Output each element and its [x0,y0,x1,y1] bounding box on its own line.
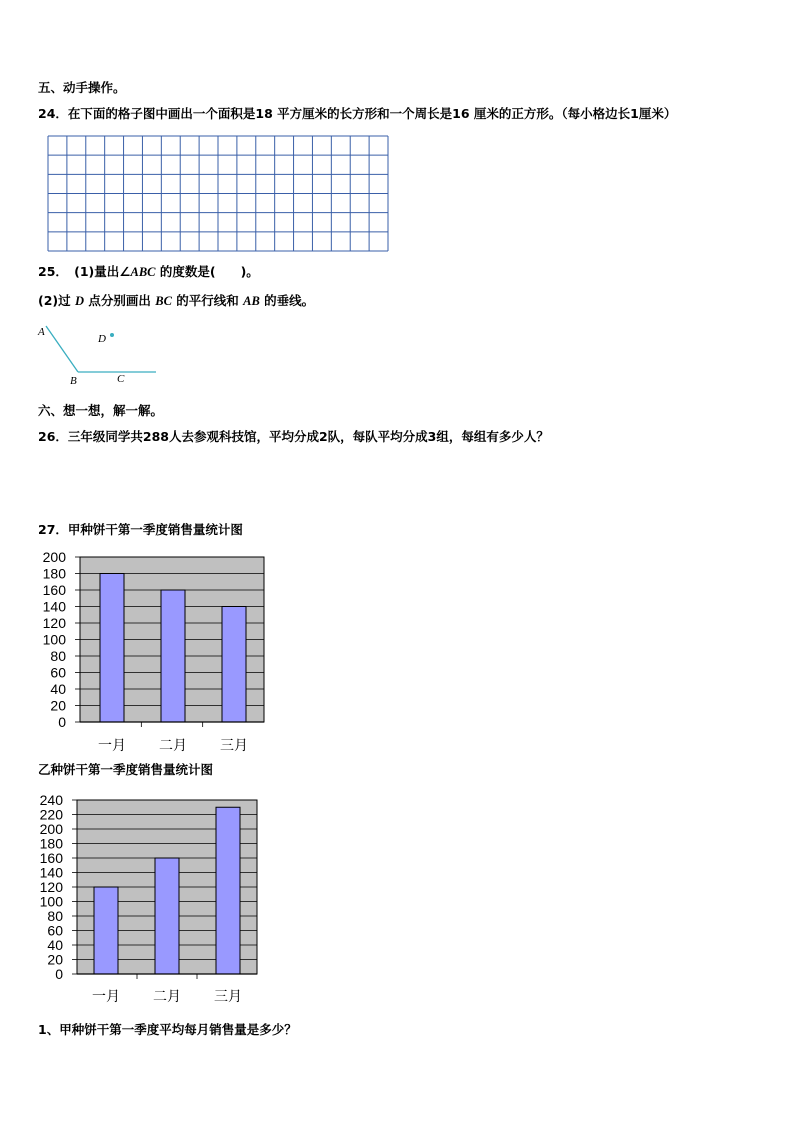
label-a: A [38,326,45,338]
question-26-text: 26．三年级同学共288人去参观科技馆，平均分成2队，每队平均分成3组，每组有多少人？ [38,429,549,444]
question-24-text: 24．在下面的格子图中画出一个面积是18 平方厘米的长方形和一个周长是16 厘米的正方形。（每小格边长1厘米） [38,106,677,121]
x-category-label: 一月 [92,989,120,1005]
y-tick-label: 240 [39,792,63,808]
x-category-label: 二月 [153,989,181,1005]
q25-part1-post: 的度数是( )。 [155,264,259,279]
label-b: B [70,375,77,387]
angle-abc-label: ABC [130,265,156,279]
y-tick-label: 0 [55,966,63,982]
y-tick-label: 60 [50,664,66,681]
y-tick-label: 40 [50,681,66,697]
label-d: D [98,333,106,345]
y-tick-label: 200 [42,549,66,565]
y-tick-label: 80 [47,908,63,924]
bar [94,887,118,974]
question-1-text: 1、甲种饼干第一季度平均每月销售量是多少？ [38,1022,297,1037]
q25-part2-mid1: 点分别画出 [84,293,156,308]
q25-part1-pre: 25． (1)量出∠ [38,264,131,279]
y-tick-label: 120 [42,615,66,631]
q25-part2-post: 的垂线。 [259,293,315,308]
y-tick-label: 20 [47,951,63,968]
y-tick-label: 120 [39,879,63,895]
y-tick-label: 80 [50,648,66,664]
label-c: C [117,373,125,385]
y-tick-label: 20 [50,697,66,714]
y-tick-label: 180 [39,835,63,852]
y-tick-label: 180 [42,565,66,582]
question-27-title: 27．甲种饼干第一季度销售量统计图 [38,522,243,537]
y-tick-label: 140 [42,598,66,615]
section-6-title: 六、想一想，解一解。 [38,403,164,418]
x-category-label: 一月 [98,738,126,754]
y-tick-label: 160 [42,582,66,598]
x-category-label: 二月 [159,738,187,754]
y-tick-label: 100 [39,893,63,910]
line-bc-ref: BC [155,294,172,308]
bar [155,858,179,974]
q25-part2-pre: (2)过 [38,293,75,308]
section-5-title: 五、动手操作。 [38,80,126,95]
y-tick-label: 220 [39,806,63,823]
point-d-ref: D [74,294,85,308]
line-ab-ref: AB [243,294,260,308]
x-category-label: 三月 [214,989,242,1005]
bar [216,807,240,974]
y-tick-label: 200 [39,821,63,837]
x-category-label: 三月 [220,738,248,754]
y-tick-label: 0 [58,714,66,730]
q25-part2-mid2: 的平行线和 [171,293,244,308]
y-tick-label: 140 [39,864,63,881]
y-tick-label: 160 [39,850,63,866]
chart-2-title: 乙种饼干第一季度销售量统计图 [38,762,214,777]
y-tick-label: 40 [47,937,63,953]
y-tick-label: 60 [47,922,63,939]
y-tick-label: 100 [42,631,66,648]
